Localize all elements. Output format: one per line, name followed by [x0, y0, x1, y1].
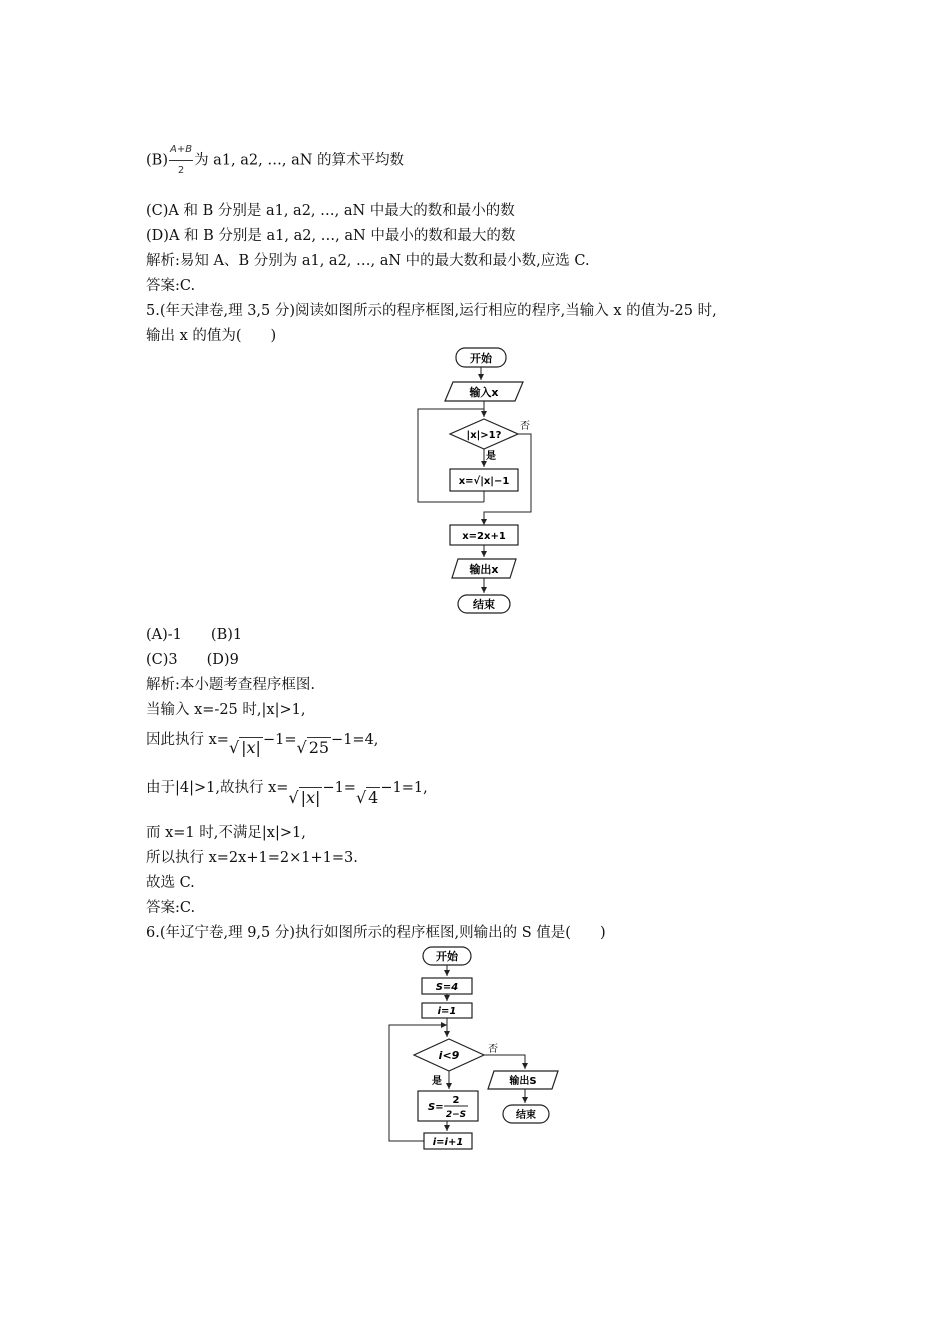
q5-step1: 当输入 x=-25 时,|x|>1, [146, 702, 306, 718]
q5-step5: 所以执行 x=2x+1=2×1+1=3. [146, 850, 358, 866]
fraction [169, 140, 193, 181]
flow-decision-text: i<9 [438, 1049, 460, 1062]
flow-input-text: 输入x [469, 386, 499, 399]
sqrt-radicand: |x| [300, 788, 321, 807]
sqrt-radicand: |x| [241, 738, 261, 757]
flow-start-text: 开始 [436, 950, 458, 963]
flow-output-text: 输出x [469, 563, 499, 576]
option-b-text: 为 a1, a2, …, aN 的算术平均数 [194, 152, 405, 169]
sqrt-expression: √ 4 [355, 788, 379, 807]
flow-assign-den: 2−S [445, 1110, 467, 1120]
q5-flowchart [400, 345, 560, 617]
flow-assign-text: x=√|x|−1 [458, 476, 510, 487]
q5-step6: 故选 C. [146, 875, 195, 891]
q4-answer: 答案:C. [146, 278, 196, 294]
flow-yes-label: 是 [486, 451, 496, 462]
flow-s-init-text: S=4 [435, 982, 459, 993]
step3-pre: 由于|4|>1,故执行 x= [146, 780, 289, 796]
q5-step4: 而 x=1 时,不满足|x|>1, [146, 825, 306, 841]
flow-assign2-text: x=2x+1 [462, 531, 506, 542]
q5-stem-line2: 输出 x 的值为( ) [146, 328, 277, 344]
q5-step3 [146, 773, 428, 807]
flow-end-text: 结束 [473, 598, 495, 611]
flow-i-init-text: i=1 [437, 1006, 457, 1017]
step2-pre: 因此执行 x= [146, 732, 229, 748]
step2-mid: −1= [262, 732, 297, 748]
flow-start-text: 开始 [470, 352, 492, 365]
sqrt-expression: √ 25 [296, 738, 330, 757]
q5-options-cd: (C)3 (D)9 [146, 652, 239, 668]
step3-mid: −1= [322, 780, 356, 796]
flow-assign-num: 2 [452, 1095, 460, 1106]
step3-post: −1=1, [380, 780, 428, 796]
flow-yes-label: 是 [432, 1076, 442, 1087]
q6-flowchart [380, 943, 580, 1161]
step2-post: −1=4, [331, 732, 379, 748]
flow-end-text: 结束 [516, 1110, 536, 1121]
option-c: (C)A 和 B 分别是 a1, a2, …, aN 中最大的数和最小的数 [146, 203, 515, 219]
option-b [146, 140, 404, 181]
sqrt-expression: √ |x| [288, 788, 321, 807]
sqrt-radicand: 25 [308, 738, 330, 757]
sqrt-expression: √ |x| [228, 738, 261, 757]
sqrt-radicand: 4 [368, 788, 379, 807]
flow-output-text: 输出S [509, 1076, 537, 1087]
fraction-numerator: A+B [169, 140, 193, 161]
q5-answer: 答案:C. [146, 900, 196, 916]
flow-incr-text: i=i+1 [432, 1137, 464, 1148]
q5-step2 [146, 725, 378, 755]
q6-stem: 6.(年辽宁卷,理 9,5 分)执行如图所示的程序框图,则输出的 S 值是( ) [146, 925, 606, 941]
q5-stem-line1: 5.(年天津卷,理 3,5 分)阅读如图所示的程序框图,运行相应的程序,当输入 x 的值为-25 时, [146, 303, 717, 319]
option-d: (D)A 和 B 分别是 a1, a2, …, aN 中最小的数和最大的数 [146, 228, 516, 244]
flow-decision-text: |x|>1? [466, 430, 502, 441]
q5-options-ab: (A)-1 (B)1 [146, 627, 243, 643]
flow-assign-lhs: S= [428, 1102, 444, 1113]
q5-analysis-title: 解析:本小题考查程序框图. [146, 677, 315, 693]
flow-no-label: 否 [488, 1044, 498, 1055]
q4-analysis: 解析:易知 A、B 分别为 a1, a2, …, aN 中的最大数和最小数,应选 C. [146, 253, 590, 269]
fraction-denominator: 2 [177, 165, 185, 176]
flow-no-label: 否 [520, 421, 530, 432]
option-b-prefix: (B) [146, 152, 168, 169]
